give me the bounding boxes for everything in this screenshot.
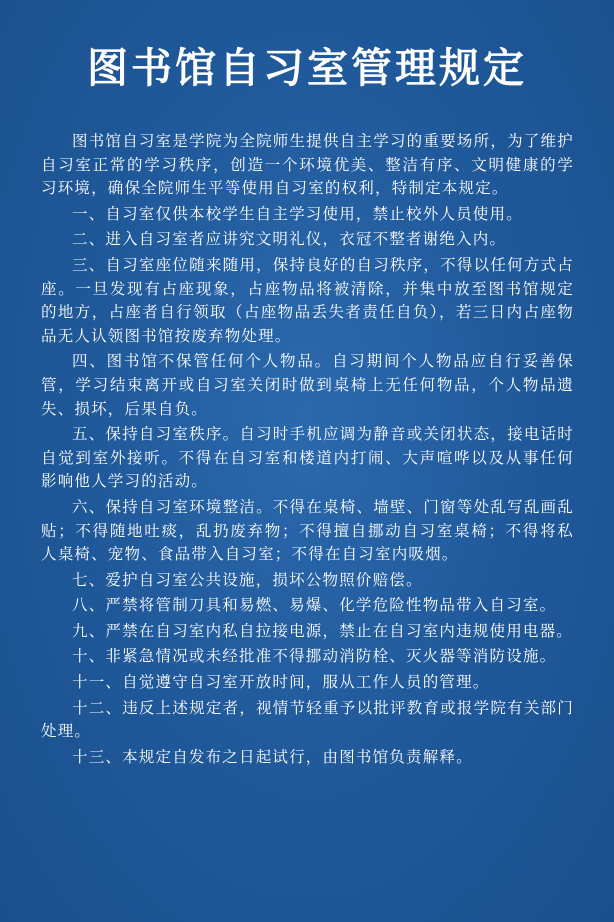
- poster-title: 图书馆自习室管理规定: [87, 44, 527, 92]
- regulation-body: [41, 130, 574, 771]
- rule-7: 七、爱护自习室公共设施，损坏公物照价赔偿。: [72, 570, 423, 589]
- rule-1: 一、自习室仅供本校学生自主学习使用，禁止校外人员使用。: [72, 204, 523, 223]
- rule-10: 十、非紧急情况或未经批准不得挪动消防栓、灭火器等消防设施。: [72, 647, 557, 666]
- rule-6: 六、保持自习室环境整洁。不得在桌椅、墙壁、门窗等处乱写乱画乱贴；不得随地吐痰，乱扔废弃物；不得擅自挪动自习室桌椅；不得将私人桌椅、宠物、食品带入自习室；不得在自习室内吸烟。: [41, 497, 574, 564]
- rule-9: 九、严禁在自习室内私自拉接电源，禁止在自习室内违规使用电器。: [72, 621, 574, 640]
- rule-2: 二、进入自习室者应讲究文明礼仪，衣冠不整者谢绝入内。: [72, 230, 507, 249]
- rule-13: 十三、本规定自发布之日起试行，由图书馆负责解释。: [72, 747, 473, 766]
- intro-paragraph: 图书馆自习室是学院为全院师生提供自主学习的重要场所，为了维护自习室正常的学习秩序，创造一个环境优美、整洁有序、文明健康的学习环境，确保全院师生平等使用自习室的权利，特制定本规定。: [41, 132, 574, 198]
- rule-4: 四、图书馆不保管任何个人物品。自习期间个人物品应自行妥善保管，学习结束离开或自习室关闭时做到桌椅上无任何物品，个人物品遗失、损坏，后果自负。: [41, 352, 574, 418]
- rule-5: 五、保持自习室秩序。自习时手机应调为静音或关闭状态，接电话时自觉到室外接听。不得在自习室和楼道内打闹、大声喧哗以及从事任何影响他人学习的活动。: [41, 425, 574, 491]
- rule-11: 十一、自觉遵守自习室开放时间，服从工作人员的管理。: [72, 673, 490, 692]
- rule-8: 八、严禁将管制刀具和易燃、易爆、化学危险性物品带入自习室。: [72, 596, 557, 615]
- rule-12: 十二、违反上述规定者，视情节轻重予以批评教育或报学院有关部门处理。: [41, 698, 574, 741]
- rule-3: 三、自习室座位随来随用，保持良好的自习秩序，不得以任何方式占座。一旦发现有占座现象，占座物品将被清除，并集中放至图书馆规定的地方，占座者自行领取（占座物品丢失者责任自负），若三日内占座物品无人认领图书馆按废弃物处理。: [41, 255, 574, 345]
